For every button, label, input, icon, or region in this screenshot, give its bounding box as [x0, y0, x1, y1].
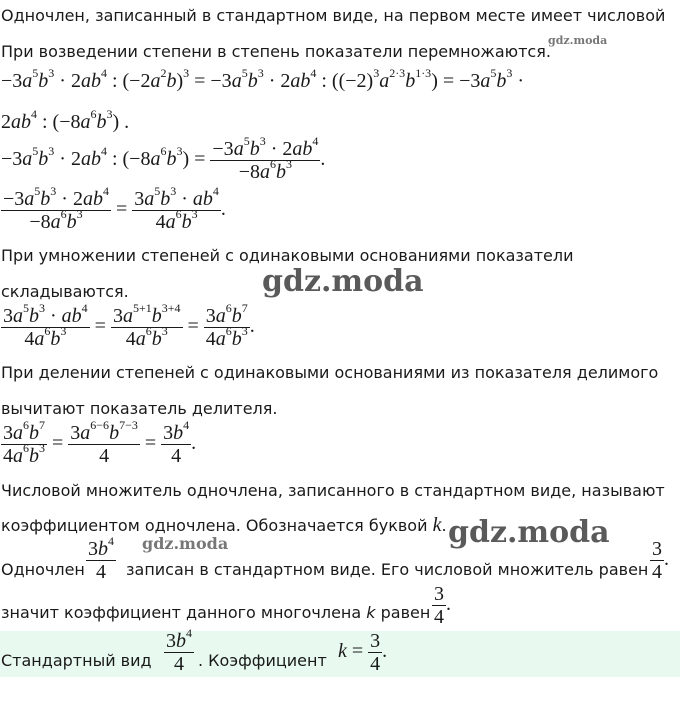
text-line-7: Числовой множитель одночлена, записанного в стандартном виде, называют	[1, 481, 665, 500]
math-line-3: $-3a^5b^3 \cdot 2ab^4$ : $(-8a^6b^3)$ = $\frac{-3a^5b^3 \cdot 2ab^4}{-8a^6b^3}$ .	[1, 134, 326, 183]
fraction-three-quarters-2: $\frac{3}{4}$ .	[434, 583, 451, 628]
text-line-1: Одночлен, записанный в стандартном виде, на первом месте имеет числовой	[1, 6, 666, 25]
math-line-6: $\frac{3a^6b^7}{4a^6b^3}$ = $\frac{3a^{6-6}b^{7-3}}{4}$ = $\frac{3b^4}{4}$ .	[3, 418, 197, 467]
fraction-three-quarters-1: $\frac{3}{4}$ .	[652, 538, 669, 583]
watermark-large-1: gdz.moda	[262, 264, 424, 299]
watermark-small-2: gdz.moda	[142, 534, 229, 553]
math-line-4: $\frac{-3a^5b^3 \cdot 2ab^4}{-8a^6b^3}$ = $\frac{3a^5b^3 \cdot ab^4}{4a^6b^3}$ .	[3, 184, 226, 233]
text-line-10-b: равен	[380, 603, 431, 622]
text-line-9b: записан в стандартном виде. Его числовой множитель равен	[126, 560, 649, 579]
text-line-8-content: коэффициентом одночлена. Обозначается буквой	[1, 516, 428, 535]
answer-coefficient-label: . Коэффициент	[198, 651, 327, 670]
text-line-2: При возведении степени в степень показатели перемножаются.	[1, 42, 551, 61]
text-line-10: значит коэффициент данного многочлена k равен	[1, 603, 431, 622]
answer-fraction: $\frac{3b^4}{4}$	[166, 626, 192, 675]
text-line-5: При делении степеней с одинаковыми основаниями из показателя делимого	[1, 363, 659, 382]
math-line-2: $2ab^4$ : $(-8a^6b^3)$ .	[1, 107, 130, 133]
math-line-1: $-3a^5b^3 \cdot 2ab^4$ : $(-2a^2b)^3 = -3a^5b^3 \cdot 2ab^4$ : $((-2)^3a^{2\cdot 3}b^{1\cdot 3}) = -3a^5b^3$ ·	[1, 66, 525, 92]
text-line-6: вычитают показатель делителя.	[1, 399, 278, 418]
answer-coefficient: k = $\frac{3}{4}$ .	[338, 630, 388, 675]
text-line-4: складываются.	[1, 282, 129, 301]
text-line-10-a: значит коэффициент данного многочлена	[1, 603, 362, 622]
math-line-5: $\frac{3a^5b^3 \cdot ab^4}{4a^6b^3}$ = $\frac{3a^{5+1}b^{3+4}}{4a^6b^3}$ = $\frac{3a^6b^7}{4a^6b^3}$ .	[3, 301, 255, 350]
text-line-9a: Одночлен	[1, 560, 85, 579]
watermark-large-2: gdz.moda	[448, 515, 610, 550]
fraction-monomial: $\frac{3b^4}{4}$	[88, 534, 114, 583]
text-line-3: При умножении степеней с одинаковыми основаниями показатели	[1, 246, 574, 265]
watermark-small: gdz.moda	[548, 34, 608, 47]
text-line-8: коэффициентом одночлена. Обозначается буквой k.	[1, 514, 447, 536]
answer-label: Стандартный вид	[1, 651, 152, 670]
